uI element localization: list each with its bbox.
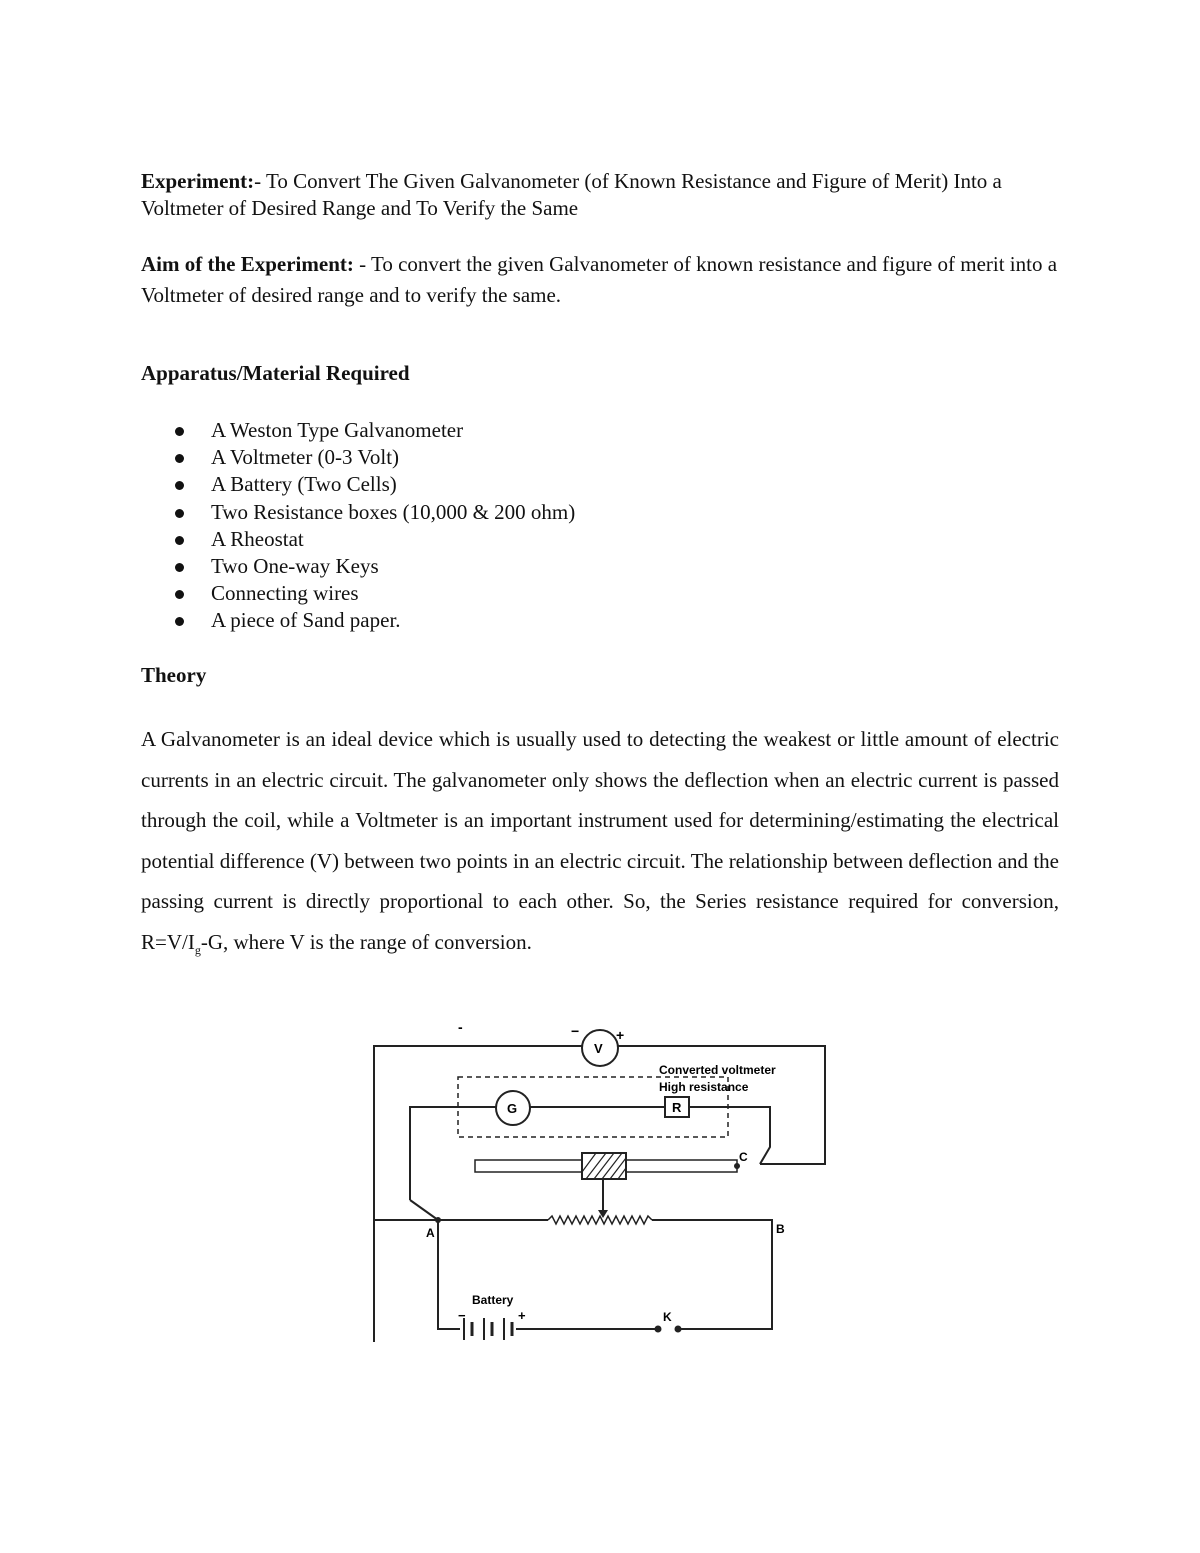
bullet-icon: [175, 454, 184, 463]
galvanometer-label: G: [507, 1101, 518, 1116]
theory-subscript: g: [194, 943, 201, 958]
bullet-icon: [175, 427, 184, 436]
list-item: [141, 553, 575, 580]
battery-label: Battery: [472, 1293, 514, 1307]
aim-paragraph: [141, 249, 1061, 311]
high-resistance-label: High resistance: [659, 1080, 749, 1094]
galvanometer-down-wire: [410, 1200, 438, 1220]
bullet-icon: [175, 617, 184, 626]
list-item: [141, 417, 575, 444]
list-item: [141, 444, 575, 471]
apparatus-list: [141, 417, 575, 635]
converted-voltmeter-label: Converted voltmeter: [659, 1063, 776, 1077]
list-item-text: A Rheostat: [211, 526, 304, 551]
theory-text-end: -G, where V is the range of conversion.: [200, 929, 532, 954]
resistor-right-wire: [689, 1107, 770, 1164]
rheostat-zigzag: [548, 1216, 652, 1224]
theory-paragraph: [141, 719, 1059, 963]
list-item: [141, 471, 575, 498]
list-item-text: Two Resistance boxes (10,000 & 200 ohm): [211, 499, 576, 524]
point-c-label: C: [739, 1150, 748, 1164]
battery-minus-label: −: [458, 1308, 466, 1323]
list-item: [141, 580, 575, 607]
voltmeter-label: V: [594, 1041, 603, 1056]
bullet-icon: [175, 563, 184, 572]
voltmeter-plus: +: [616, 1027, 625, 1043]
battery-left-wire: [438, 1220, 460, 1329]
bullet-icon: [175, 481, 184, 490]
circuit-svg: [360, 1022, 840, 1342]
circuit-diagram: [360, 1022, 840, 1342]
list-item: [141, 607, 575, 634]
theory-text-main: A Galvanometer is an ideal device which is usually used to detecting the weakest or little amount of electric currents in an electric circuit. The galvanometer only shows the deflection when an electric current is passed through the coil, while a Voltmeter is an important instrument used for determining/estimating the electrical potential difference (V) between two points in an electric circuit. The relationship between deflection and the passing current is directly proportional to each other. So, the Series resistance required for conversion, R=V/I: [141, 727, 1059, 954]
top-minus-label: -: [458, 1022, 463, 1035]
key-contact-left: [655, 1326, 662, 1333]
list-item-text: Two One-way Keys: [211, 553, 379, 578]
list-item: [141, 526, 575, 553]
battery-plus-label: +: [518, 1308, 526, 1323]
bullet-icon: [175, 590, 184, 599]
resistor-label: R: [672, 1100, 682, 1115]
galvanometer-left-wire: [410, 1107, 496, 1200]
point-a-label: A: [426, 1226, 435, 1240]
experiment-title-label: Experiment:: [141, 169, 255, 193]
key-contact-right: [675, 1326, 682, 1333]
node-a: [435, 1217, 441, 1223]
experiment-title-text: - To Convert The Given Galvanometer (of Known Resistance and Figure of Merit) Into a Voltmeter of Desired Range and To Verify the Same: [141, 169, 1002, 220]
list-item-text: A piece of Sand paper.: [211, 608, 401, 633]
theory-heading: Theory: [141, 663, 207, 687]
list-item-text: A Voltmeter (0-3 Volt): [211, 445, 400, 470]
list-item-text: A Weston Type Galvanometer: [211, 418, 464, 442]
aim-label: Aim of the Experiment:: [141, 252, 354, 276]
key-label: K: [663, 1310, 672, 1324]
list-item: [141, 499, 575, 526]
aim-text: - To convert the given Galvanometer of known resistance and figure of merit into a Voltmeter of desired range and to verify the same.: [141, 252, 1058, 307]
list-item-text: A Battery (Two Cells): [211, 472, 397, 497]
bullet-icon: [175, 509, 184, 518]
bullet-icon: [175, 536, 184, 545]
list-item-text: Connecting wires: [211, 581, 359, 606]
document-page: [141, 168, 1061, 958]
voltmeter-minus: −: [571, 1023, 580, 1039]
experiment-title: [141, 168, 1061, 222]
apparatus-heading: Apparatus/Material Required: [141, 361, 410, 385]
point-b-label: B: [776, 1222, 785, 1236]
